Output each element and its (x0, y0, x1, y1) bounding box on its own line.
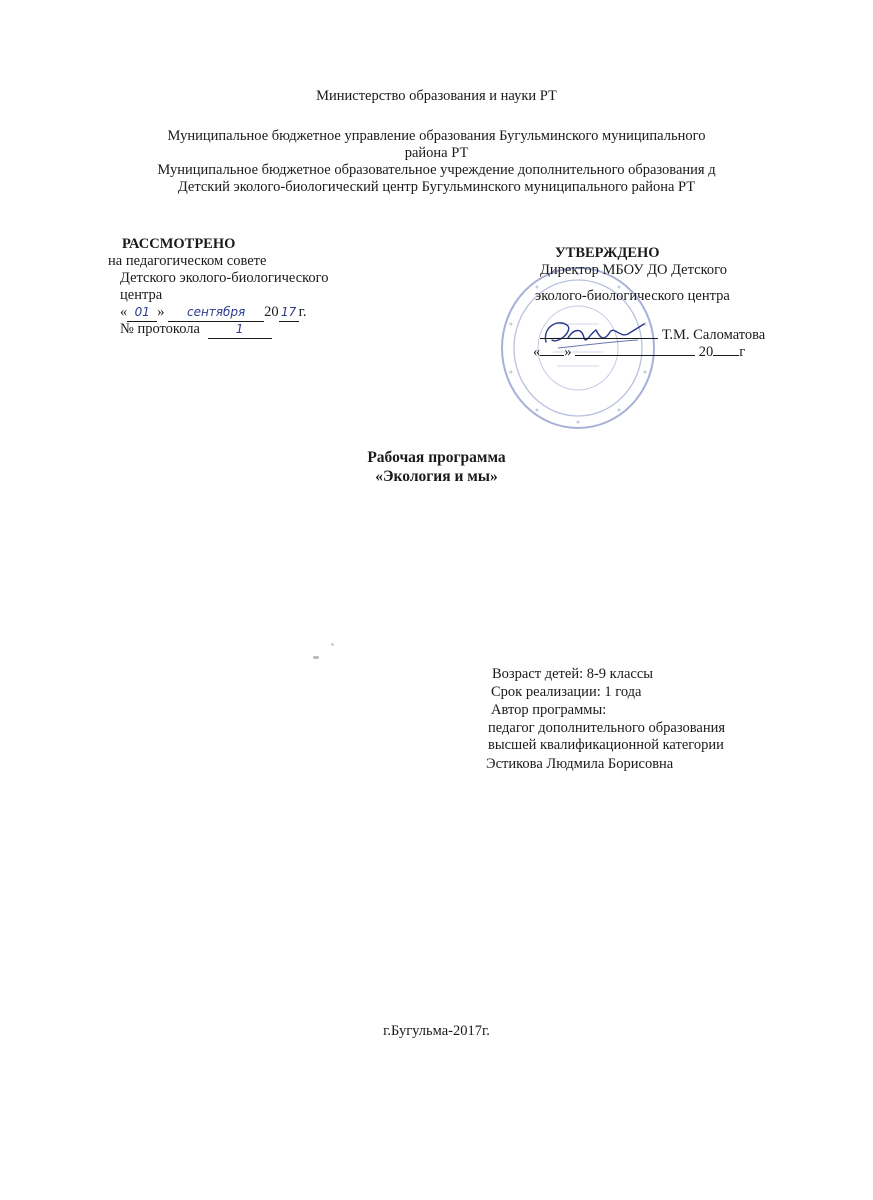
approved-year-prefix: 20 (698, 344, 714, 360)
considered-date (120, 304, 307, 322)
signature-field (540, 338, 658, 339)
approved-line-2: эколого-биологического центра (535, 288, 730, 304)
protocol-line (120, 321, 272, 339)
date-open-quote: « (120, 304, 128, 320)
protocol-label: № протокола (120, 321, 200, 337)
date-year-prefix: 20 (264, 304, 279, 320)
implementation-term: Срок реализации: 1 года (491, 684, 642, 700)
considered-title: РАССМОТРЕНО (122, 236, 236, 252)
considered-line-1: на педагогическом совете (108, 253, 267, 269)
scan-speck (313, 656, 319, 659)
date-year-handwritten: 17 (280, 305, 297, 319)
author-label: Автор программы: (491, 702, 607, 718)
city-year: г.Бугульма-2017г. (383, 1023, 490, 1039)
approved-date-open-quote: « (533, 344, 541, 360)
children-age: Возраст детей: 8-9 классы (492, 666, 654, 682)
date-month-field (168, 304, 264, 322)
approved-month-field (575, 355, 695, 356)
approved-date-close-quote: » (564, 344, 572, 360)
date-year-field (279, 304, 299, 322)
director-name: Т.М. Саломатова (662, 327, 766, 343)
date-day-handwritten: 01 (134, 305, 150, 319)
department-line-1: Муниципальное бюджетное управление образования Бугульминского муниципального (167, 128, 706, 144)
date-g: г. (298, 304, 307, 320)
director-line (540, 327, 765, 344)
protocol-number-field (208, 321, 272, 339)
author-name: Эстикова Людмила Борисовна (486, 756, 674, 772)
approved-day-field (540, 355, 564, 356)
institution-line-1: Муниципальное бюджетное образовательное учреждение дополнительного образования д (157, 162, 716, 178)
approved-date-g: г (739, 344, 746, 360)
author-position-2: высшей квалификационной категории (488, 737, 724, 753)
date-month-handwritten: сентября (186, 305, 246, 319)
program-name: «Экология и мы» (375, 468, 498, 485)
author-position-1: педагог дополнительного образования (488, 720, 726, 736)
ministry-name: Министерство образования и науки РТ (316, 88, 557, 104)
approved-line-1: Директор МБОУ ДО Детского (540, 262, 727, 278)
institution-line-2: Детский эколого-биологический центр Бугульминского муниципального района РТ (177, 179, 696, 195)
date-day-field (127, 304, 157, 322)
considered-line-2: Детского эколого-биологического (120, 270, 329, 286)
scan-speck (331, 643, 334, 646)
approved-title: УТВЕРЖДЕНО (555, 245, 660, 261)
department-line-2: района РТ (404, 145, 469, 161)
approved-year-field (713, 355, 739, 356)
date-close-quote: » (157, 304, 165, 320)
protocol-number-handwritten: 1 (235, 322, 244, 336)
approved-date (533, 344, 745, 361)
program-title: Рабочая программа (367, 449, 506, 466)
considered-line-3: центра (120, 287, 163, 303)
